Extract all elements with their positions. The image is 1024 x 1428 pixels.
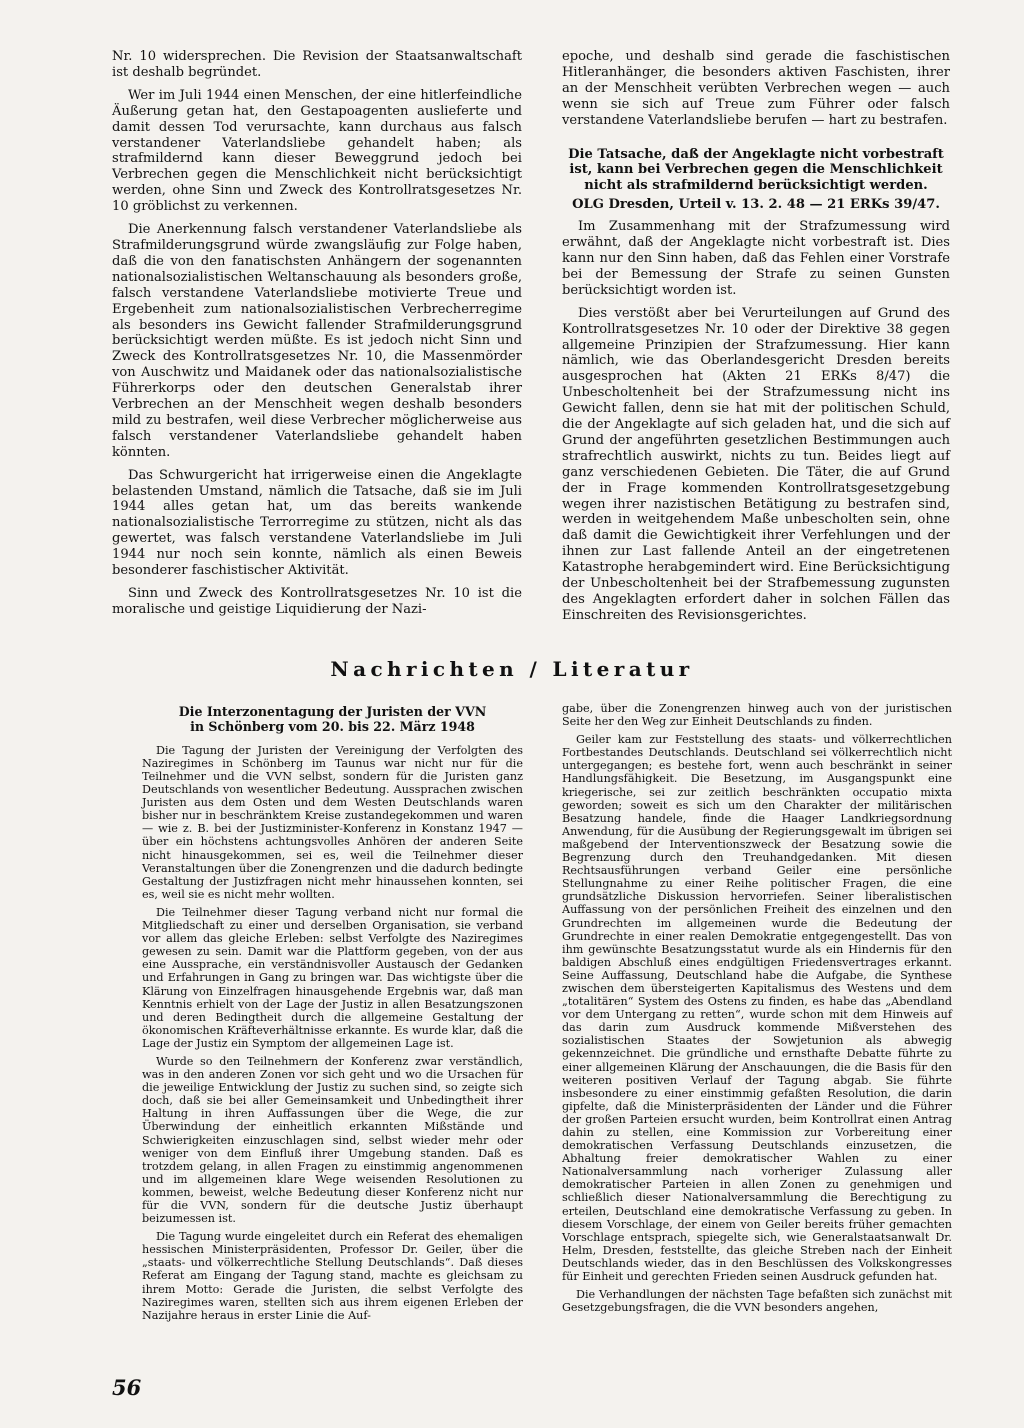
paragraph: Wurde so den Teilnehmern der Konferenz zwar verständlich, was in den anderen Zonen vor sich geht und wo die Ursachen für die jeweilige Entwicklung der Justiz zu suchen sind, so zeigte sich doch, daß sie bei aller Gemeinsamkeit und Unbedingtheit ihrer Haltung in ihren Auffassungen über die Wege, die zur Überwindung der einheitlich erkannten Mißstände und Schwierigkeiten einzuschlagen sind, selbst wieder mehr oder weniger von dem Einfluß ihrer Umgebung standen. Daß es trotzdem gelang, in allen Fragen zu einstimmig angenommenen und im allgemeinen klare Wege weisenden Resolutionen zu kommen, beweist, welche Bedeutung dieser Konferenz nicht nur für die VVN, sondern für die deutsche Justiz überhaupt beizumessen ist.: [142, 1054, 523, 1226]
court-citation: OLG Dresden, Urteil v. 13. 2. 48 — 21 ERKs 39/47.: [572, 197, 940, 213]
paragraph: Nr. 10 widersprechen. Die Revision der Staatsanwaltschaft ist deshalb begründet.: [112, 49, 522, 80]
article-title-line: Die Interzonentagung der Juristen der VVN: [178, 704, 487, 719]
paragraph: gabe, über die Zonengrenzen hinweg auch von der juristischen Seite her den Weg zur Einheit Deutschlands zu finden.: [562, 702, 952, 729]
paragraph: epoche, und deshalb sind gerade die faschistischen Hitleranhänger, die besonders aktiven Faschisten, ihrer an der Menschheit verübten Verbrechen wegen — auch wenn sie sich auf Treue zum Führer oder falsch verstandene Vaterlandsliebe berufen — hart zu bestrafen.: [562, 49, 950, 128]
paragraph: Dies verstößt aber bei Verurteilungen auf Grund des Kontrollratsgesetzes Nr. 10 oder der Direktive 38 gegen allgemeine Prinzipien der Strafzumessung. Hier kann nämlich, wie das Oberlandesgericht Dresden bereits ausgesprochen hat (Akten 21 ERKs 8/47) die Unbescholtenheit bei der Strafzumessung nicht ins Gewicht fallen, denn sie hat mit der politischen Schuld, die der Angeklagte auf sich geladen hat, und die sich auf Grund der angeführten gesetzlichen Bestimmungen auch strafrechtlich auswirkt, nichts zu tun. Beides liegt auf ganz verschiedenen Gebieten. Die Täter, die auf Grund der in Frage kommenden Kontrollratsgesetzgebung wegen ihrer nazistischen Betätigung zu bestrafen sind, werden in weitgehendem Maße unbescholten sein, ohne daß damit die Gewichtigkeit ihrer Verfehlungen und der ihnen zur Last fallende Anteil an der eingetretenen Katastrophe herabgemindert wird. Eine Berücksichtigung der Unbescholtenheit bei der Strafbemessung zugunsten des Angeklagten erfordert daher in solchen Fällen das Einschreiten des Revisionsgerichtes.: [562, 305, 950, 623]
paragraph: Die Teilnehmer dieser Tagung verband nicht nur formal die Mitgliedschaft zu einer und derselben Organisation, sie verband vor allem das gleiche Erleben: selbst Verfolgte des Naziregimes gewesen zu sein. Damit war die Plattform gegeben, von der aus eine Aussprache, ein verständnisvoller Austausch der Gedanken und Erfahrungen in Gang zu bringen war. Das wichtigste über die Klärung von Einzelfragen hinausgehende Ergebnis war, daß man Kenntnis erhielt von der Lage der Justiz in allen Besatzungszonen und deren Bedingtheit durch die allgemeine Gestaltung der ökonomischen Kräfteverhältnisse erkannte. Es wurde klar, daß die Lage der Justiz ein Symptom der allgemeinen Lage ist.: [142, 905, 523, 1050]
paragraph: Die Anerkennung falsch verstandener Vaterlandsliebe als Strafmilderungsgrund würde zwangsläufig zur Folge haben, daß die von den fanatischsten Anhängern der sogenannten nationalsozialistischen Weltanschauung als besonders große, falsch verstandene Vaterlandsliebe motivierte Treue und Ergebenheit zum nationalsozialistischen Verbrecherregime als besonders ins Gewicht fallender Strafmilderungsgrund berücksichtigt werden müßte. Es ist jedoch nicht Sinn und Zweck des Kontrollratsgesetzes Nr. 10, die Massenmörder von Auschwitz und Maidanek oder das nationalsozialistische Führerkorps oder den deutschen Generalstab ihrer Verbrechen an der Menschheit wegen deshalb besonders mild zu bestrafen, weil diese Verbrecher möglicherweise aus falsch verstandener Vaterlandsliebe gehandelt haben könnten.: [112, 222, 522, 460]
paragraph: Das Schwurgericht hat irrigerweise einen die Angeklagte belastenden Umstand, nämlich die Tatsache, daß sie im Juli 1944 alles getan hat, um das bereits wankende nationalsozialistische Terrorregime zu stützen, nicht als das gewertet, was falsch verstandene Vaterlandsliebe im Juli 1944 nur noch sein konnte, nämlich als einen Beweis besonderer faschistischer Aktivität.: [112, 467, 522, 579]
lower-left-column: [142, 704, 523, 1322]
lower-right-column: [562, 702, 952, 1314]
paragraph: Geiler kam zur Feststellung des staats- und völkerrechtlichen Fortbestandes Deutschlands. Deutschland sei völkerrechtlich nicht untergegangen; es bestehe fort, wenn auch beschränkt in seiner Handlungsfähigkeit. Die Besetzung, im Ausgangspunkt eine kriegerische, sei zur zeitlich beschränkten occupatio mixta geworden; soweit es sich um den Charakter der militärischen Besatzung handele, finde die Haager Landkriegsordnung Anwendung, für die Ausübung der Regierungsgewalt im übrigen sei maßgebend der Interventionszweck der Besatzung sowie die Begrenzung durch den Treuhandgedanken. Mit diesen Rechtsausführungen verband Geiler eine persönliche Stellungnahme zu einer Reihe politischer Fragen, die eine grundsätzliche Diskussion hervorriefen. Seiner liberalistischen Auffassung von der persönlichen Freiheit des einzelnen und den Grundrechten im allgemeinen wurde die Bedeutung der Grundrechte in einer realen Demokratie entgegengestellt. Das von ihm gewünschte Besatzungsstatut wurde als ein Hindernis für den baldigen Abschluß eines endgültigen Friedensvertrages erkannt. Seine Auffassung, Deutschland habe die Aufgabe, die Synthese zwischen dem übersteigerten Kapitalismus des Westens und dem „totalitären“ System des Ostens zu finden, es habe das „Abendland vor dem Untergang zu retten“, wurde schon mit dem Hinweis auf das darin zum Ausdruck kommende Mißverstehen des sozialistischen Staates der Sowjetunion als abwegig gekennzeichnet. Die gründliche und ernsthafte Debatte führte zu einer allgemeinen Klärung der Anschauungen, die die Basis für den weiteren positiven Verlauf der Tagung abgab. Sie führte insbesondere zu einer einstimmig gefaßten Resolution, die darin gipfelte, daß die Ministerpräsidenten der Länder und die Führer der großen Parteien ersucht wurden, beim Kontrollrat einen Antrag dahin zu stellen, eine Kommission zur Vorbereitung einer demokratischen Verfassung Deutschlands einzusetzen, die Abhaltung freier demokratischer Wahlen zu einer Nationalversammlung nach vorheriger Zulassung aller demokratischer Parteien in allen Zonen zu genehmigen und schließlich dieser Nationalversammlung die Berechtigung zu erteilen, Deutschland eine demokratische Verfassung zu geben. In diesem Vorschlage, der einem von Geiler bereits früher gemachten Vorschlage entsprach, spiegelte sich, wie Generalstaatsanwalt Dr. Helm, Dresden, feststellte, das gleiche Streben nach der Einheit Deutschlands wieder, das in den Beschlüssen des Volkskongresses für Einheit und gerechten Frieden seinen Ausdruck gefunden hat.: [562, 733, 952, 1284]
upper-left-column: [112, 49, 522, 618]
paragraph: Sinn und Zweck des Kontrollratsgesetzes Nr. 10 ist die moralische und geistige Liquidierung der Nazi-: [112, 586, 522, 617]
paragraph: Die Verhandlungen der nächsten Tage befaßten sich zunächst mit Gesetzgebungsfragen, die die VVN besonders angehen,: [562, 1288, 952, 1315]
article-title: [142, 704, 523, 735]
page-number: 56: [112, 1375, 142, 1400]
paragraph: Im Zusammenhang mit der Strafzumessung wird erwähnt, daß der Angeklagte nicht vorbestraft ist. Dies kann nur den Sinn haben, daß das Fehlen einer Vorstrafe bei der Bemessung der Strafe zu seinen Gunsten berücksichtigt worden ist.: [562, 219, 950, 298]
article-title-line: in Schönberg vom 20. bis 22. März 1948: [190, 719, 475, 735]
upper-right-column: [562, 49, 950, 624]
paragraph: Die Tagung der Juristen der Vereinigung der Verfolgten des Naziregimes in Schönberg im Taunus war nicht nur für die Teilnehmer und die VVN selbst, sondern für die Juristen ganz Deutschlands von wesentlicher Bedeutung. Aussprachen zwischen Juristen aus dem Osten und dem Westen Deutschlands waren bisher nur in beschränktem Kreise zustandegekommen und waren — wie z. B. bei der Justizminister-Konferenz in Konstanz 1947 — über ein höchstens achtungsvolles Anhören der anderen Seite nicht hinausgekommen, sei es, weil die Teilnehmer dieser Veranstaltungen über die Zonengrenzen und die dadurch bedingte Gestaltung der Justizfragen nicht mehr hinaussehen konnten, sei es, weil sie es nicht mehr wollten.: [142, 743, 523, 901]
paragraph: Wer im Juli 1944 einen Menschen, der eine hitlerfeindliche Äußerung getan hat, den Gestapoagenten auslieferte und damit dessen Tod verursachte, kann durchaus aus falsch verstandener Vaterlandsliebe gehandelt haben; als strafmildernd kann dieser Beweggrund jedoch bei Verbrechen gegen die Menschlichkeit nicht berücksichtigt werden, ohne Sinn und Zweck des Kontrollratsgesetzes Nr. 10 gröblichst zu verkennen.: [112, 87, 522, 215]
section-title: Nachrichten / Literatur: [330, 657, 694, 681]
case-headnote: Die Tatsache, daß der Angeklagte nicht vorbestraft ist, kann bei Verbrechen gegen die Menschlichkeit nicht als strafmildernd berücksichtigt werden.: [568, 146, 944, 194]
paragraph: Die Tagung wurde eingeleitet durch ein Referat des ehemaligen hessischen Ministerpräsidenten, Professor Dr. Geiler, über die „staats- und völkerrechtliche Stellung Deutschlands“. Daß dieses Referat am Eingang der Tagung stand, machte es gleichsam zu ihrem Motto: Gerade die Juristen, die selbst Verfolgte des Naziregimes waren, stellten sich aus ihrem eigenen Erleben der Nazijahre heraus in erster Linie die Auf-: [142, 1230, 523, 1322]
